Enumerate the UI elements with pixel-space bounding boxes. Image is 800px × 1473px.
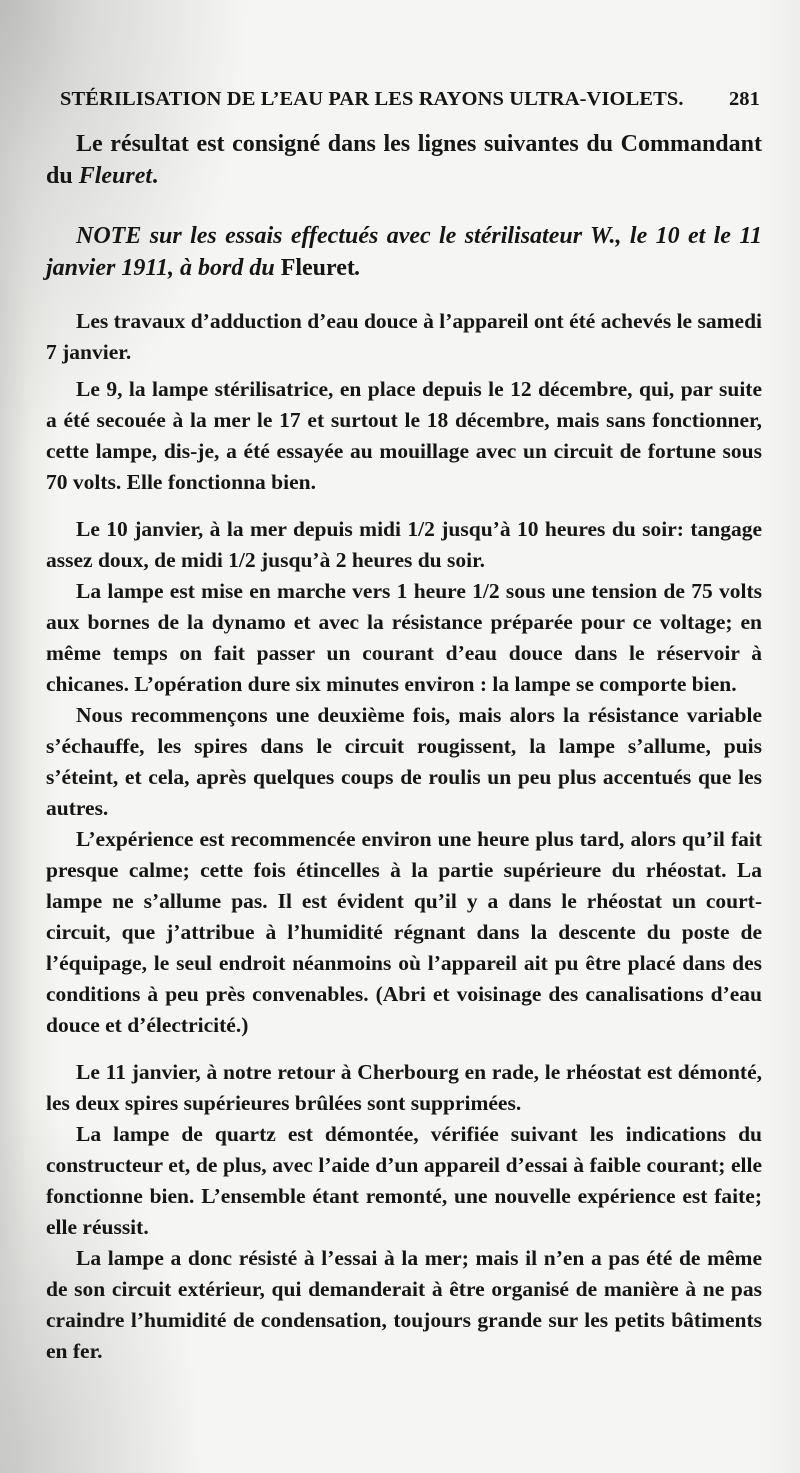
paragraph: Nous recommençons une deuxième fois, mais alors la résistance variable s’échauffe, les spires dans le circuit rougissent, la lampe s’allume, puis s’éteint, et cela, après quelques coups de roulis un peu plus accentués que les autres. bbox=[46, 703, 762, 820]
paragraph: L’expérience est recommencée environ une heure plus tard, alors qu’il fait presque calme; cette fois étincelles à la partie supérieure du rhéostat. La lampe ne s’allume pas. Il est évident qu’il y a dans le rhéostat un court-circuit, que j’attribue à l’humidité régnant dans la descente du poste de l’équipage, le seul endroit néanmoins où l’appareil ait pu être placé dans des conditions à peu près convenables. (Abri et voisinage des canalisations d’eau douce et d’électricité.) bbox=[46, 827, 762, 1037]
intro-text: Le résultat est consigné dans les lignes suivantes du Commandant du bbox=[46, 131, 762, 189]
paragraph: Le 9, la lampe stérilisatrice, en place depuis le 12 décembre, qui, par suite a été secouée à la mer le 17 et surtout le 18 décembre, mais sans fonctionner, cette lampe, dis-je, a été essayée au mouillage avec un circuit de fortune sous 70 volts. Elle fonctionna bien. bbox=[46, 377, 762, 494]
paragraph: Le 10 janvier, à la mer depuis midi 1/2 jusqu’à 10 heures du soir: tangage assez doux, de midi 1/2 jusqu’à 2 heures du soir. bbox=[46, 517, 762, 572]
note-heading-period: . bbox=[354, 255, 361, 281]
intro-period: . bbox=[152, 163, 159, 189]
running-head: STÉRILISATION DE L’EAU PAR LES RAYONS ULTRA-VIOLETS. bbox=[60, 88, 684, 110]
intro-paragraph bbox=[46, 128, 762, 192]
body-text bbox=[46, 128, 762, 1367]
page-number: 281 bbox=[728, 88, 760, 110]
page-header bbox=[60, 88, 760, 118]
paragraph: La lampe est mise en marche vers 1 heure 1/2 sous une tension de 75 volts aux bornes de la dynamo et avec la résistance préparée pour ce voltage; en même temps on fait passer un courant d’eau douce dans le réservoir à chicanes. L’opération dure six minutes environ : la lampe se comporte bien. bbox=[46, 579, 762, 696]
paragraph: Les travaux d’adduction d’eau douce à l’appareil ont été achevés le samedi 7 janvier. bbox=[46, 309, 762, 364]
note-ship-name: Fleuret bbox=[280, 255, 355, 281]
paragraph: Le 11 janvier, à notre retour à Cherbourg en rade, le rhéostat est démonté, les deux spires supérieures brûlées sont supprimées. bbox=[46, 1060, 762, 1115]
ship-name: Fleuret bbox=[78, 163, 153, 189]
note-heading-text: NOTE sur les essais effectués avec le stérilisateur W., le 10 et le 11 janvier 1911, à bord du bbox=[46, 223, 762, 281]
note-heading bbox=[46, 220, 762, 284]
paragraph: La lampe de quartz est démontée, vérifiée suivant les indications du constructeur et, de plus, avec l’aide d’un appareil d’essai à faible courant; elle fonctionne bien. L’ensemble étant remonté, une nouvelle expérience est faite; elle réussit. bbox=[46, 1122, 762, 1239]
paragraph: La lampe a donc résisté à l’essai à la mer; mais il n’en a pas été de même de son circuit extérieur, qui demanderait à être organisé de manière à ne pas craindre l’humidité de condensation, toujours grande sur les petits bâtiments en fer. bbox=[46, 1246, 762, 1363]
